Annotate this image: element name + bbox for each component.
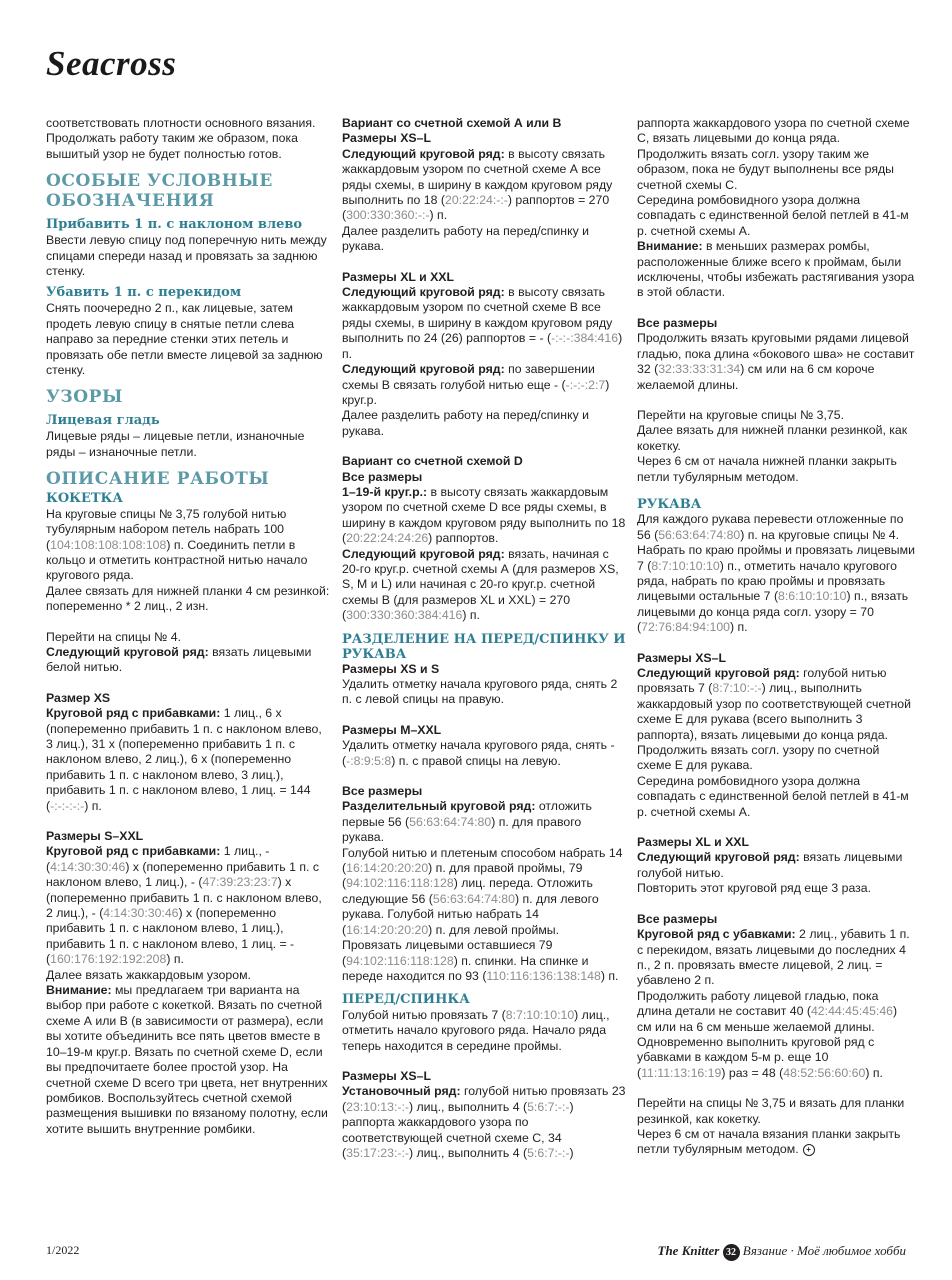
size-heading: Размеры XL и XXL bbox=[637, 835, 749, 850]
paragraph: Голубой нитью и плетеным способом набрать 14 (16:14:20:20:20) п. для правой проймы, 79 (94:102:116:118:128) лиц. переда. Отложить следующие 56 (56:63:64:74:80) п. для левого рукава. Голубой нитью набрать 14 (16:14:20:20:20) п. для левой проймы. bbox=[342, 845, 623, 937]
paragraph: Продолжить вязать согл. узору таким же образом, пока не будут выполнены все ряды счетной схемы С. bbox=[637, 146, 895, 192]
paragraph: Продолжить вязать круговыми рядами лицевой гладью, пока длина «бокового шва» не составит 32 (32:33:33:31:34) см или на 6 см короче желаемой длины. bbox=[637, 331, 915, 392]
size-heading: Все размеры bbox=[342, 469, 423, 484]
paragraph: Круговой ряд с прибавками: 1 лиц., 6 х (попеременно прибавить 1 п. с наклоном влево, 3 лиц.), 31 х (попеременно прибавить 1 п. с наклоном влево, 2 лиц.), 6 х (попеременно прибавить 1 п. с наклоном влево, 3 лиц.), прибавить 1 п. с наклоном влево, 1 лиц. = 144 (-:-:-:-:-) п. bbox=[46, 706, 322, 813]
subheading-stockinette: Лицевая гладь bbox=[46, 413, 160, 429]
paragraph: Следующий круговой ряд: вязать лицевыми белой нитью. bbox=[46, 644, 312, 675]
paragraph: Следующий круговой ряд: по завершении схемы В связать голубой нитью еще - (-:-:-:2:7) круг.р. bbox=[342, 362, 610, 407]
paragraph: Продолжить вязать согл. узору по счетной схеме Е для рукава. bbox=[637, 743, 880, 773]
paragraph: Следующий круговой ряд: голубой нитью провязать 7 (8:7:10:-:-) лиц., выполнить жаккардовый узор по соответствующей счетной схеме Е для рукава (всего выполнить 3 раппорта), вязать лицевыми до конца ряда. bbox=[637, 666, 911, 742]
size-heading: Размеры XS и S bbox=[342, 661, 440, 676]
paragraph: Перейти на спицы № 4. bbox=[46, 629, 182, 644]
paragraph: 1–19-й круг.р.: в высоту связать жаккардовым узором по счетной схеме D все ряды схемы, в ширину в каждом круговом ряду выполнить по 18 (20:22:24:24:26) раппортов. bbox=[342, 484, 626, 546]
paragraph: Следующий круговой ряд: в высоту связать жаккардовым узором по счетной схеме А все ряды схемы, в ширину в каждом круговом ряду выполнить по 18 (20:22:24:-:-) раппортов = 270 (300:330:360:-:-) п. bbox=[342, 146, 613, 223]
paragraph: соответствовать плотности основного вязания. Продолжать работу таким же образом, пока вышитый узор не будет полностью готов. bbox=[46, 116, 316, 161]
subheading-division: РАЗДЕЛЕНИЕ НА ПЕРЕД/СПИНКУ И РУКАВА bbox=[342, 631, 626, 662]
paragraph: Снять поочередно 2 п., как лицевые, затем продеть левую спицу в снятые петли слева направо за передние стенки этих петель и провязать обе петли вместе лицевой за заднюю стенку. bbox=[46, 301, 323, 378]
paragraph: Далее разделить работу на перед/спинку и рукава. bbox=[342, 223, 590, 254]
paragraph: Далее вязать жаккардовым узором. bbox=[46, 967, 251, 982]
paragraph: Внимание: в меньших размерах ромбы, расположенные ближе всего к проймам, были исключены, чтобы избежать растягивания узора в этой области. bbox=[637, 239, 915, 300]
subheading-sleeves: РУКАВА bbox=[637, 496, 702, 512]
paragraph: Круговой ряд с убавками: 2 лиц., убавить 1 п. с перекидом, вязать лицевыми до последних 4 п., 2 п. провязать вместе лицевой, 2 лиц. = убавлено 2 п. bbox=[637, 927, 910, 988]
page-number: 32 bbox=[723, 1244, 740, 1261]
variant-heading: Вариант со счетной схемой А или В bbox=[342, 116, 562, 130]
paragraph: раппорта жаккардового узора по счетной схеме С, вязать лицевыми до конца ряда. bbox=[637, 116, 910, 146]
paragraph: Набрать по краю проймы и провязать лицевыми 7 (8:7:10:10:10) п., отметить начало кругового ряда, набрать по краю проймы и провязать лицевыми остальные 7 (8:6:10:10:10) п., вязать лицевыми до конца ряда согл. узору = 70 (72:76:84:94:100) п. bbox=[637, 543, 915, 635]
size-heading: Все размеры bbox=[637, 315, 718, 330]
paragraph: Середина ромбовидного узора должна совпадать с единственной белой петлей в 41-м р. счетной схемы А. bbox=[637, 193, 909, 238]
paragraph: Удалить отметку начала кругового ряда, снять - (-:8:9:5:8) п. с правой спицы на левую. bbox=[342, 738, 615, 768]
paragraph: Перейти на круговые спицы № 3,75. bbox=[637, 407, 845, 422]
paragraph: Далее вязать для нижней планки резинкой, как кокетку. bbox=[637, 423, 908, 453]
paragraph: Продолжить работу лицевой гладью, пока длина детали не составит 40 (42:44:45:45:46) см или на 6 см меньше желаемой длины. bbox=[637, 988, 898, 1034]
paragraph: Далее связать для нижней планки 4 см резинкой: попеременно * 2 лиц., 2 изн. bbox=[46, 583, 330, 614]
subheading-decrease: Убавить 1 п. с перекидом bbox=[46, 285, 242, 301]
issue-number: 1/2022 bbox=[46, 1243, 80, 1257]
paragraph: Круговой ряд с прибавками: 1 лиц., - (4:14:30:30:46) х (попеременно прибавить 1 п. с наклоном влево, 1 лиц.), - (47:39:23:23:7) х (попеременно прибавить 1 п. с наклоном влево, 2 лиц.), - (4:14:30:30:46) х (попеременно прибавить 1 п. с наклоном влево, 1 лиц.), прибавить 1 п. с наклоном влево, 1 лиц. = - (160:176:192:192:208) п. bbox=[46, 844, 322, 967]
size-heading: Размеры XS–L bbox=[342, 1068, 431, 1083]
subheading-increase: Прибавить 1 п. с наклоном влево bbox=[46, 217, 303, 233]
paragraph: Разделительный круговой ряд: отложить первые 56 (56:63:64:74:80) п. для правого рукава. bbox=[342, 799, 592, 845]
page-title: Seacross bbox=[46, 44, 177, 83]
size-heading: Все размеры bbox=[342, 784, 423, 799]
end-mark-icon: + bbox=[803, 1144, 815, 1156]
paragraph: Через 6 см от начала нижней планки закрыть петли тубулярным методом. bbox=[637, 454, 897, 484]
size-heading: Размеры S–XXL bbox=[46, 829, 144, 843]
paragraph: На круговые спицы № 3,75 голубой нитью тубулярным набором петель набрать 100 (104:108:108:108:108) п. Соединить петли в кольцо и отметить контрастной нитью начало кругового ряда. bbox=[46, 506, 308, 583]
heading-description: ОПИСАНИЕ РАБОТЫ bbox=[46, 469, 270, 490]
paragraph: Удалить отметку начала кругового ряда, снять 2 п. с левой спицы на правую. bbox=[342, 677, 618, 707]
footer-brand bbox=[658, 1243, 906, 1261]
size-heading: Все размеры bbox=[637, 911, 718, 926]
paragraph: Следующий круговой ряд: вязать лицевыми голубой нитью. bbox=[637, 850, 903, 880]
heading-special-symbols: ОСОБЫЕ УСЛОВНЫЕ ОБОЗНАЧЕНИЯ bbox=[46, 171, 273, 212]
paragraph: Голубой нитью провязать 7 (8:7:10:10:10) лиц., отметить начало кругового ряда. Начало ряда теперь находится в середине проймы. bbox=[342, 1007, 610, 1053]
paragraph: Для каждого рукава перевести отложенные по 56 (56:63:64:74:80) п. на круговые спицы № 4. bbox=[637, 512, 904, 542]
column-3 bbox=[637, 116, 915, 1158]
paragraph: Следующий круговой ряд: вязать, начиная с 20-го круг.р. счетной схемы А (для размеров XS, S, M и L) или начиная с 20-го круг.р. счетной схемы В (для размеров XL и XXL) = 270 (300:330:360:384:416) п. bbox=[342, 546, 619, 623]
paragraph: Провязать лицевыми оставшиеся 79 (94:102:116:118:128) п. спинки. На спинке и переде находится по 93 (110:116:136:138:148) п. bbox=[342, 938, 619, 983]
subheading-yoke: КОКЕТКА bbox=[46, 491, 123, 507]
paragraph: Лицевые ряды – лицевые петли, изнаночные ряды – изнаночные петли. bbox=[46, 429, 305, 459]
size-heading: Размер XS bbox=[46, 690, 111, 705]
size-heading: Размеры XL и XXL bbox=[342, 269, 454, 284]
size-heading: Размеры XS–L bbox=[342, 131, 431, 146]
paragraph: Середина ромбовидного узора должна совпадать с единственной белой петлей в 41-м р. счетной схемы А. bbox=[637, 773, 909, 819]
paragraph: Через 6 см от начала вязания планки закрыть петли тубулярным методом. + bbox=[637, 1126, 901, 1157]
size-heading: Размеры XS–L bbox=[637, 650, 726, 665]
size-heading: Размеры M–XXL bbox=[342, 722, 442, 737]
paragraph: Далее разделить работу на перед/спинку и рукава. bbox=[342, 408, 590, 438]
column-1 bbox=[46, 116, 331, 1137]
column-2 bbox=[342, 116, 626, 1161]
paragraph: Одновременно выполнить круговой ряд с убавками в каждом 5-м р. еще 10 (11:11:13:16:19) раз = 48 (48:52:56:60:60) п. bbox=[637, 1034, 883, 1080]
paragraph: Ввести левую спицу под поперечную нить между спицами спереди назад и провязать за заднюю стенку. bbox=[46, 233, 327, 279]
paragraph: Перейти на спицы № 3,75 и вязать для планки резинкой, как кокетку. bbox=[637, 1096, 905, 1126]
subheading-front-back: ПЕРЕД/СПИНКА bbox=[342, 992, 470, 1008]
paragraph: Повторить этот круговой ряд еще 3 раза. bbox=[637, 881, 872, 896]
heading-patterns: УЗОРЫ bbox=[46, 387, 124, 408]
paragraph: Внимание: мы предлагаем три варианта на выбор при работе с кокеткой. Вязать по счетной схеме А или В (в зависимости от размера), если вы хотите объединить все пять цветов вместе в 10–19-м круг.р. Вязать по счетной схеме D, если вы предпочитаете более простой узор. На счетной схеме D всего три цвета, нет внутренних ромбиков. Воспользуйтесь счетной схемой размещения вышивки по вязаному полотну, если хотите вышить внутренние ромбики. bbox=[46, 983, 328, 1136]
paragraph: Следующий круговой ряд: в высоту связать жаккардовым узором по счетной схеме В все ряды схемы, в ширину в каждом круговом ряду выполнить по 24 (26) раппортов = - (-:-:-:384:416) п. bbox=[342, 285, 623, 361]
variant-heading: Вариант со счетной схемой D bbox=[342, 454, 523, 469]
magazine-name: The Knitter bbox=[657, 1243, 720, 1258]
magazine-tagline: Вязание · Моё любимое хобби bbox=[742, 1243, 906, 1258]
paragraph: Установочный ряд: голубой нитью провязать 23 (23:10:13:-:-) лиц., выполнить 4 (5:6:7:-:-) раппорта жаккардового узора по соответствующей счетной схеме С, 34 (35:17:23:-:-) лиц., выполнить 4 (5:6:7:-:-) bbox=[342, 1084, 626, 1160]
